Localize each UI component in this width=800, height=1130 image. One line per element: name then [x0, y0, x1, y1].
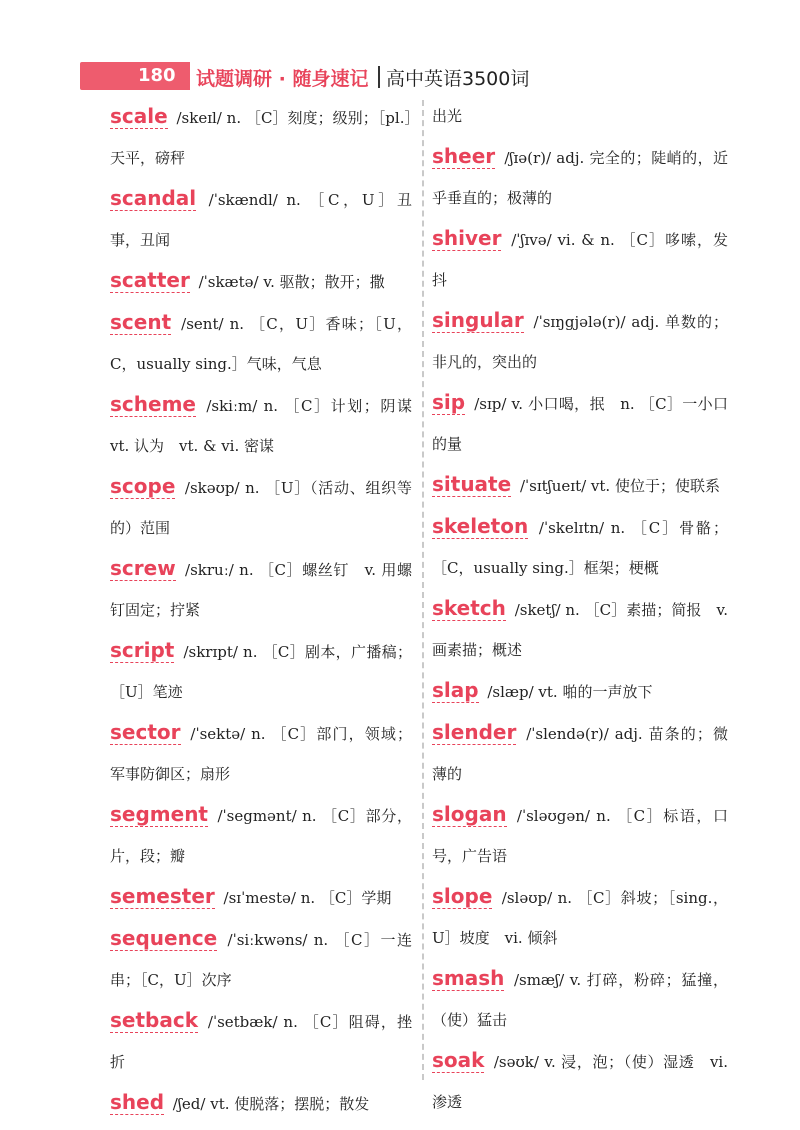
vocab-entry — [110, 876, 412, 918]
phonetic: /ˈsɪtʃueɪt/ — [515, 477, 591, 495]
vocab-entry — [432, 876, 728, 958]
headword: semester — [110, 884, 215, 908]
vocab-entry — [110, 918, 412, 1000]
phonetic: /ˈʃɪvə/ — [505, 231, 558, 249]
definition: n. ［C］计划；阴谋 vt. 认为 vt. & vi. 密谋 — [110, 397, 427, 455]
phonetic: /skruː/ — [179, 561, 240, 579]
headword: shiver — [432, 226, 502, 250]
phonetic: /smæʃ/ — [508, 971, 570, 989]
headword: segment — [110, 802, 208, 826]
definition: n. ［C］标语，口号，广告语 — [432, 807, 728, 865]
vocab-entry — [110, 384, 427, 466]
vocab-entry — [432, 1040, 728, 1122]
definition: v. 驱散；散开；撒 — [263, 273, 385, 291]
headword: skeleton — [432, 514, 529, 538]
definition: n. ［C，U］香味；［U，C，usually sing.］气味，气息 — [110, 315, 412, 373]
vocab-entry — [432, 588, 728, 670]
definition: n. ［C］刻度；级别；［pl.］天平，磅秤 — [110, 109, 412, 167]
vocab-entry — [110, 96, 412, 178]
phonetic: /skəʊp/ — [179, 479, 246, 497]
phonetic: /sɪˈmestə/ — [218, 889, 301, 907]
headword: scatter — [110, 268, 190, 292]
headword: screw — [110, 556, 176, 580]
definition: v. 打碎，粉碎；猛撞，（使）猛击 — [432, 971, 728, 1029]
headword: scheme — [110, 392, 196, 416]
phonetic: /ˈsɪŋgjələ(r)/ — [527, 313, 632, 331]
column-divider — [422, 100, 424, 1080]
headword: scandal — [110, 186, 197, 210]
page-header — [80, 60, 720, 90]
headword: sequence — [110, 926, 218, 950]
vocab-entry — [110, 1000, 412, 1082]
phonetic: /sent/ — [175, 315, 230, 333]
vocab-entry — [432, 958, 728, 1040]
vocab-entry — [432, 300, 728, 382]
phonetic: /ˈsləʊgən/ — [510, 807, 597, 825]
definition: adj. 苗条的；微薄的 — [432, 725, 729, 783]
vocab-entry — [110, 794, 412, 876]
phonetic: /slæp/ — [482, 683, 539, 701]
definition: vi. & n. ［C］哆嗦，发抖 — [432, 231, 728, 289]
definition: vt. 使脱落；摆脱；散发 — [210, 1095, 370, 1113]
phonetic: /ˈskændl/ — [200, 191, 287, 209]
vocab-entry — [110, 260, 412, 302]
vocab-entry — [432, 218, 728, 300]
vocab-entry — [110, 466, 412, 548]
page-number: 180 — [138, 65, 176, 86]
phonetic: /sləʊp/ — [496, 889, 558, 907]
phonetic: /skrɪpt/ — [178, 643, 244, 661]
vocab-entry — [432, 506, 728, 588]
headword: slogan — [432, 802, 507, 826]
definition: vt. 使位于；使联系 — [590, 477, 720, 495]
phonetic: /skeɪl/ — [171, 109, 227, 127]
definition: n. ［C］部分，片，段；瓣 — [110, 807, 412, 865]
vocab-entry — [432, 464, 728, 506]
headword: slope — [432, 884, 493, 908]
definition: n. ［C］骨骼；［C，usually sing.］框架；梗概 — [432, 519, 728, 577]
definition: adj. 单数的；非凡的，突出的 — [432, 313, 728, 371]
definition: n. ［C］斜坡；［sing.，U］坡度 vi. 倾斜 — [432, 889, 729, 947]
header-separator — [378, 66, 380, 88]
vocab-entry — [432, 670, 728, 712]
definition: v. 小口喝，抿 n. ［C］一小口的量 — [432, 395, 729, 453]
book-title: 高中英语3500词 — [386, 68, 530, 90]
definition: n. ［C］阻碍，挫折 — [110, 1013, 412, 1071]
phonetic: /skiːm/ — [199, 397, 264, 415]
vocab-entry — [110, 630, 412, 712]
phonetic: /ˈsektə/ — [184, 725, 252, 743]
headword: sheer — [432, 144, 496, 168]
definition: v. 浸，泡；（使）湿透 vi. 渗透 — [432, 1053, 729, 1111]
headword: sketch — [432, 596, 506, 620]
vocab-entry — [110, 548, 412, 630]
headword: script — [110, 638, 175, 662]
vocab-entry — [110, 302, 412, 384]
definition: n. ［C］素描；简报 v. 画素描；概述 — [432, 601, 728, 659]
definition: n. ［C］学期 — [300, 889, 392, 907]
headword: sector — [110, 720, 181, 744]
phonetic: /ˈsegmənt/ — [212, 807, 303, 825]
phonetic: /ˈskætə/ — [193, 273, 264, 291]
phonetic: /səʊk/ — [488, 1053, 545, 1071]
headword: smash — [432, 966, 505, 990]
vocab-entry — [432, 136, 728, 218]
vocab-entry — [432, 712, 728, 794]
definition: n. ［C，U］丑事，丑闻 — [110, 191, 412, 249]
vocab-entry — [110, 712, 412, 794]
continuation-text: 出光 — [432, 107, 463, 125]
definition: vt. 啪的一声放下 — [538, 683, 653, 701]
phonetic: /sɪp/ — [469, 395, 512, 413]
headword: soak — [432, 1048, 485, 1072]
definition: n. ［U］（活动、组织等的）范围 — [110, 479, 413, 537]
vocab-entry — [110, 178, 412, 260]
right-column — [432, 96, 728, 1122]
phonetic: /sketʃ/ — [509, 601, 566, 619]
headword: singular — [432, 308, 524, 332]
vocab-entry — [432, 382, 728, 464]
vocab-entry — [432, 794, 728, 876]
definition: n. ［C］螺丝钉 v. 用螺钉固定；拧紧 — [110, 561, 412, 619]
definition: n. ［C］剧本，广播稿；［U］笔迹 — [110, 643, 412, 701]
headword: slender — [432, 720, 517, 744]
headword: situate — [432, 472, 512, 496]
headword: scale — [110, 104, 168, 128]
headword: scope — [110, 474, 176, 498]
headword: setback — [110, 1008, 198, 1032]
definition: n. ［C］一连串；［C，U］次序 — [110, 931, 412, 989]
vocab-entry — [110, 1082, 412, 1124]
headword: slap — [432, 678, 479, 702]
phonetic: /ˈskelɪtn/ — [532, 519, 611, 537]
phonetic: /ʃed/ — [168, 1095, 211, 1113]
headword: scent — [110, 310, 172, 334]
left-column — [110, 96, 427, 1124]
definition: n. ［C］部门，领域；军事防御区；扇形 — [110, 725, 412, 783]
phonetic: /ˈsetbæk/ — [202, 1013, 284, 1031]
phonetic: /ˈslendə(r)/ — [520, 725, 615, 743]
phonetic: /ʃɪə(r)/ — [499, 149, 557, 167]
definition: adj. 完全的；陡峭的，近乎垂直的；极薄的 — [432, 149, 729, 207]
headword: shed — [110, 1090, 165, 1114]
series-title: 试题调研 · 随身速记 — [196, 68, 369, 90]
phonetic: /ˈsiːkwəns/ — [221, 931, 314, 949]
right-column-entries — [432, 136, 728, 1122]
headword: sip — [432, 390, 466, 414]
